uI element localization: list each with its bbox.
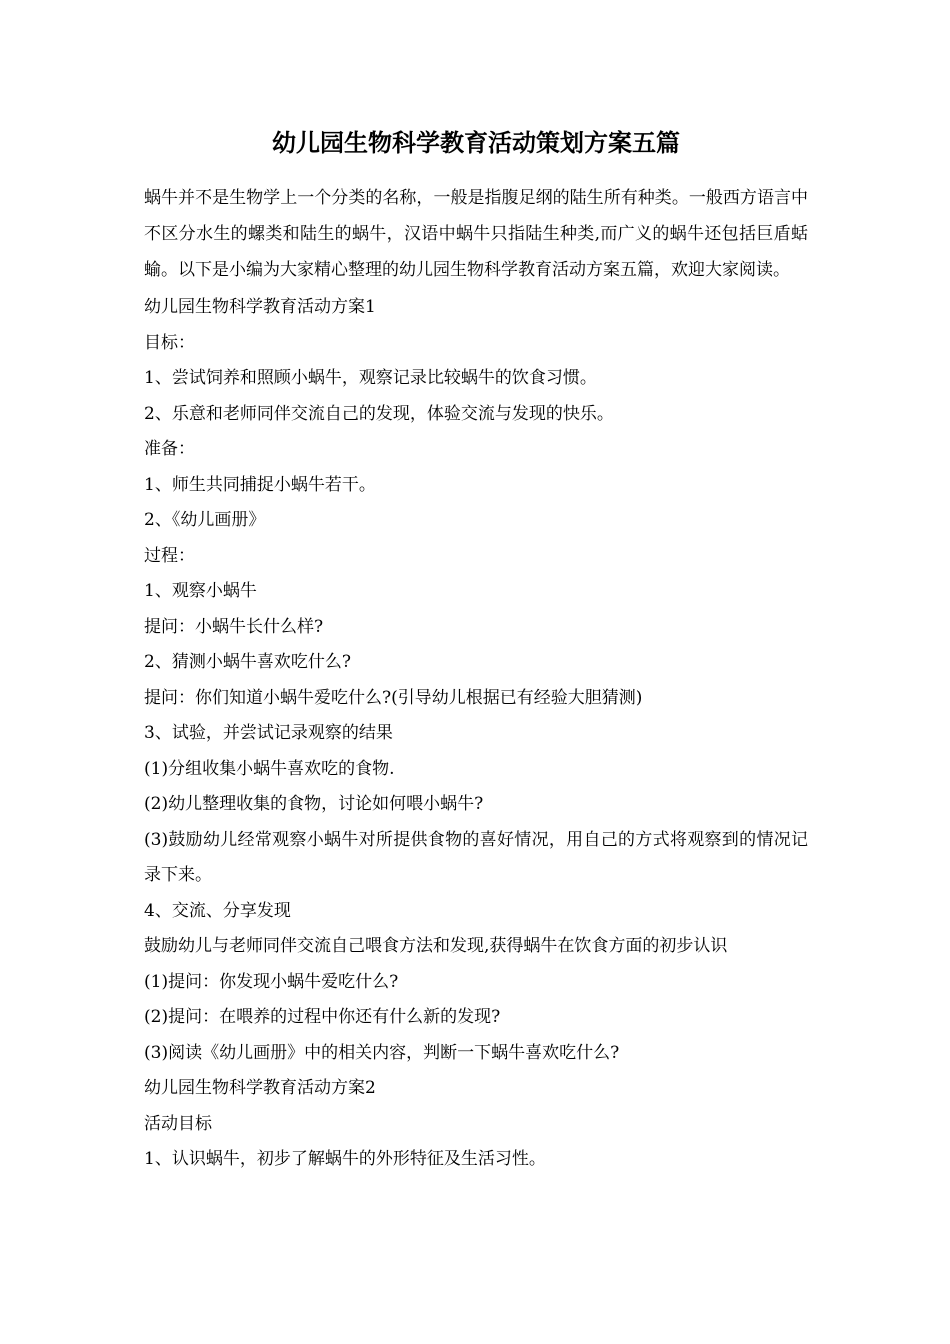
step-3-item-3: (3)鼓励幼儿经常观察小蜗牛对所提供食物的喜好情况，用自己的方式将观察到的情况记录下来。 [144,829,808,885]
plan-1-heading: 幼儿园生物科学教育活动方案1 [144,297,376,317]
goal-item-2: 2、乐意和老师同伴交流自己的发现，体验交流与发现的快乐。 [144,403,614,424]
step-2: 2、猜测小蜗牛喜欢吃什么? [144,652,351,672]
prep-item-1: 1、师生共同捕捉小蜗牛若干。 [144,474,376,495]
step-1: 1、观察小蜗牛 [144,581,257,601]
activity-goal-item-1: 1、认识蜗牛，初步了解蜗牛的外形特征及生活习性。 [144,1149,546,1169]
step-4-item-1: (1)提问：你发现小蜗牛爱吃什么? [144,971,399,992]
step-4: 4、交流、分享发现 [144,900,291,921]
activity-goal-label: 活动目标 [144,1113,212,1134]
step-4-description: 鼓励幼儿与老师同伴交流自己喂食方法和发现,获得蜗牛在饮食方面的初步认识 [144,936,728,956]
step-3-item-2: (2)幼儿整理收集的食物，讨论如何喂小蜗牛? [144,794,484,814]
step-4-item-3: (3)阅读《幼儿画册》中的相关内容，判断一下蜗牛喜欢吃什么? [144,1042,620,1063]
goal-item-1: 1、尝试饲养和照顾小蜗牛，观察记录比较蜗牛的饮食习惯。 [144,368,597,388]
plan-2-heading: 幼儿园生物科学教育活动方案2 [144,1078,376,1098]
step-1-question: 提问：小蜗牛长什么样? [144,616,324,637]
intro-paragraph: 蜗牛并不是生物学上一个分类的名称，一般是指腹足纲的陆生所有种类。一般西方语言中不区分水生的螺类和陆生的蜗牛，汉语中蜗牛只指陆生种类,而广义的蜗牛还包括巨盾蛞蝓。以下是小编为大家精心整理的幼儿园生物科学教育活动方案五篇，欢迎大家阅读。 [144,188,808,280]
prep-label: 准备： [144,439,195,459]
document-page [144,126,808,1178]
prep-item-2: 2、《幼儿画册》 [144,510,266,530]
document-title: 幼儿园生物科学教育活动策划方案五篇 [272,128,680,157]
step-3-item-1: (1)分组收集小蜗牛喜欢吃的食物. [144,758,395,779]
step-4-item-2: (2)提问：在喂养的过程中你还有什么新的发现? [144,1007,501,1027]
goal-label: 目标： [144,332,195,353]
step-2-question: 提问：你们知道小蜗牛爱吃什么?(引导幼儿根据已有经验大胆猜测) [144,687,643,708]
step-3: 3、试验，并尝试记录观察的结果 [144,723,393,743]
process-label: 过程： [144,545,195,566]
